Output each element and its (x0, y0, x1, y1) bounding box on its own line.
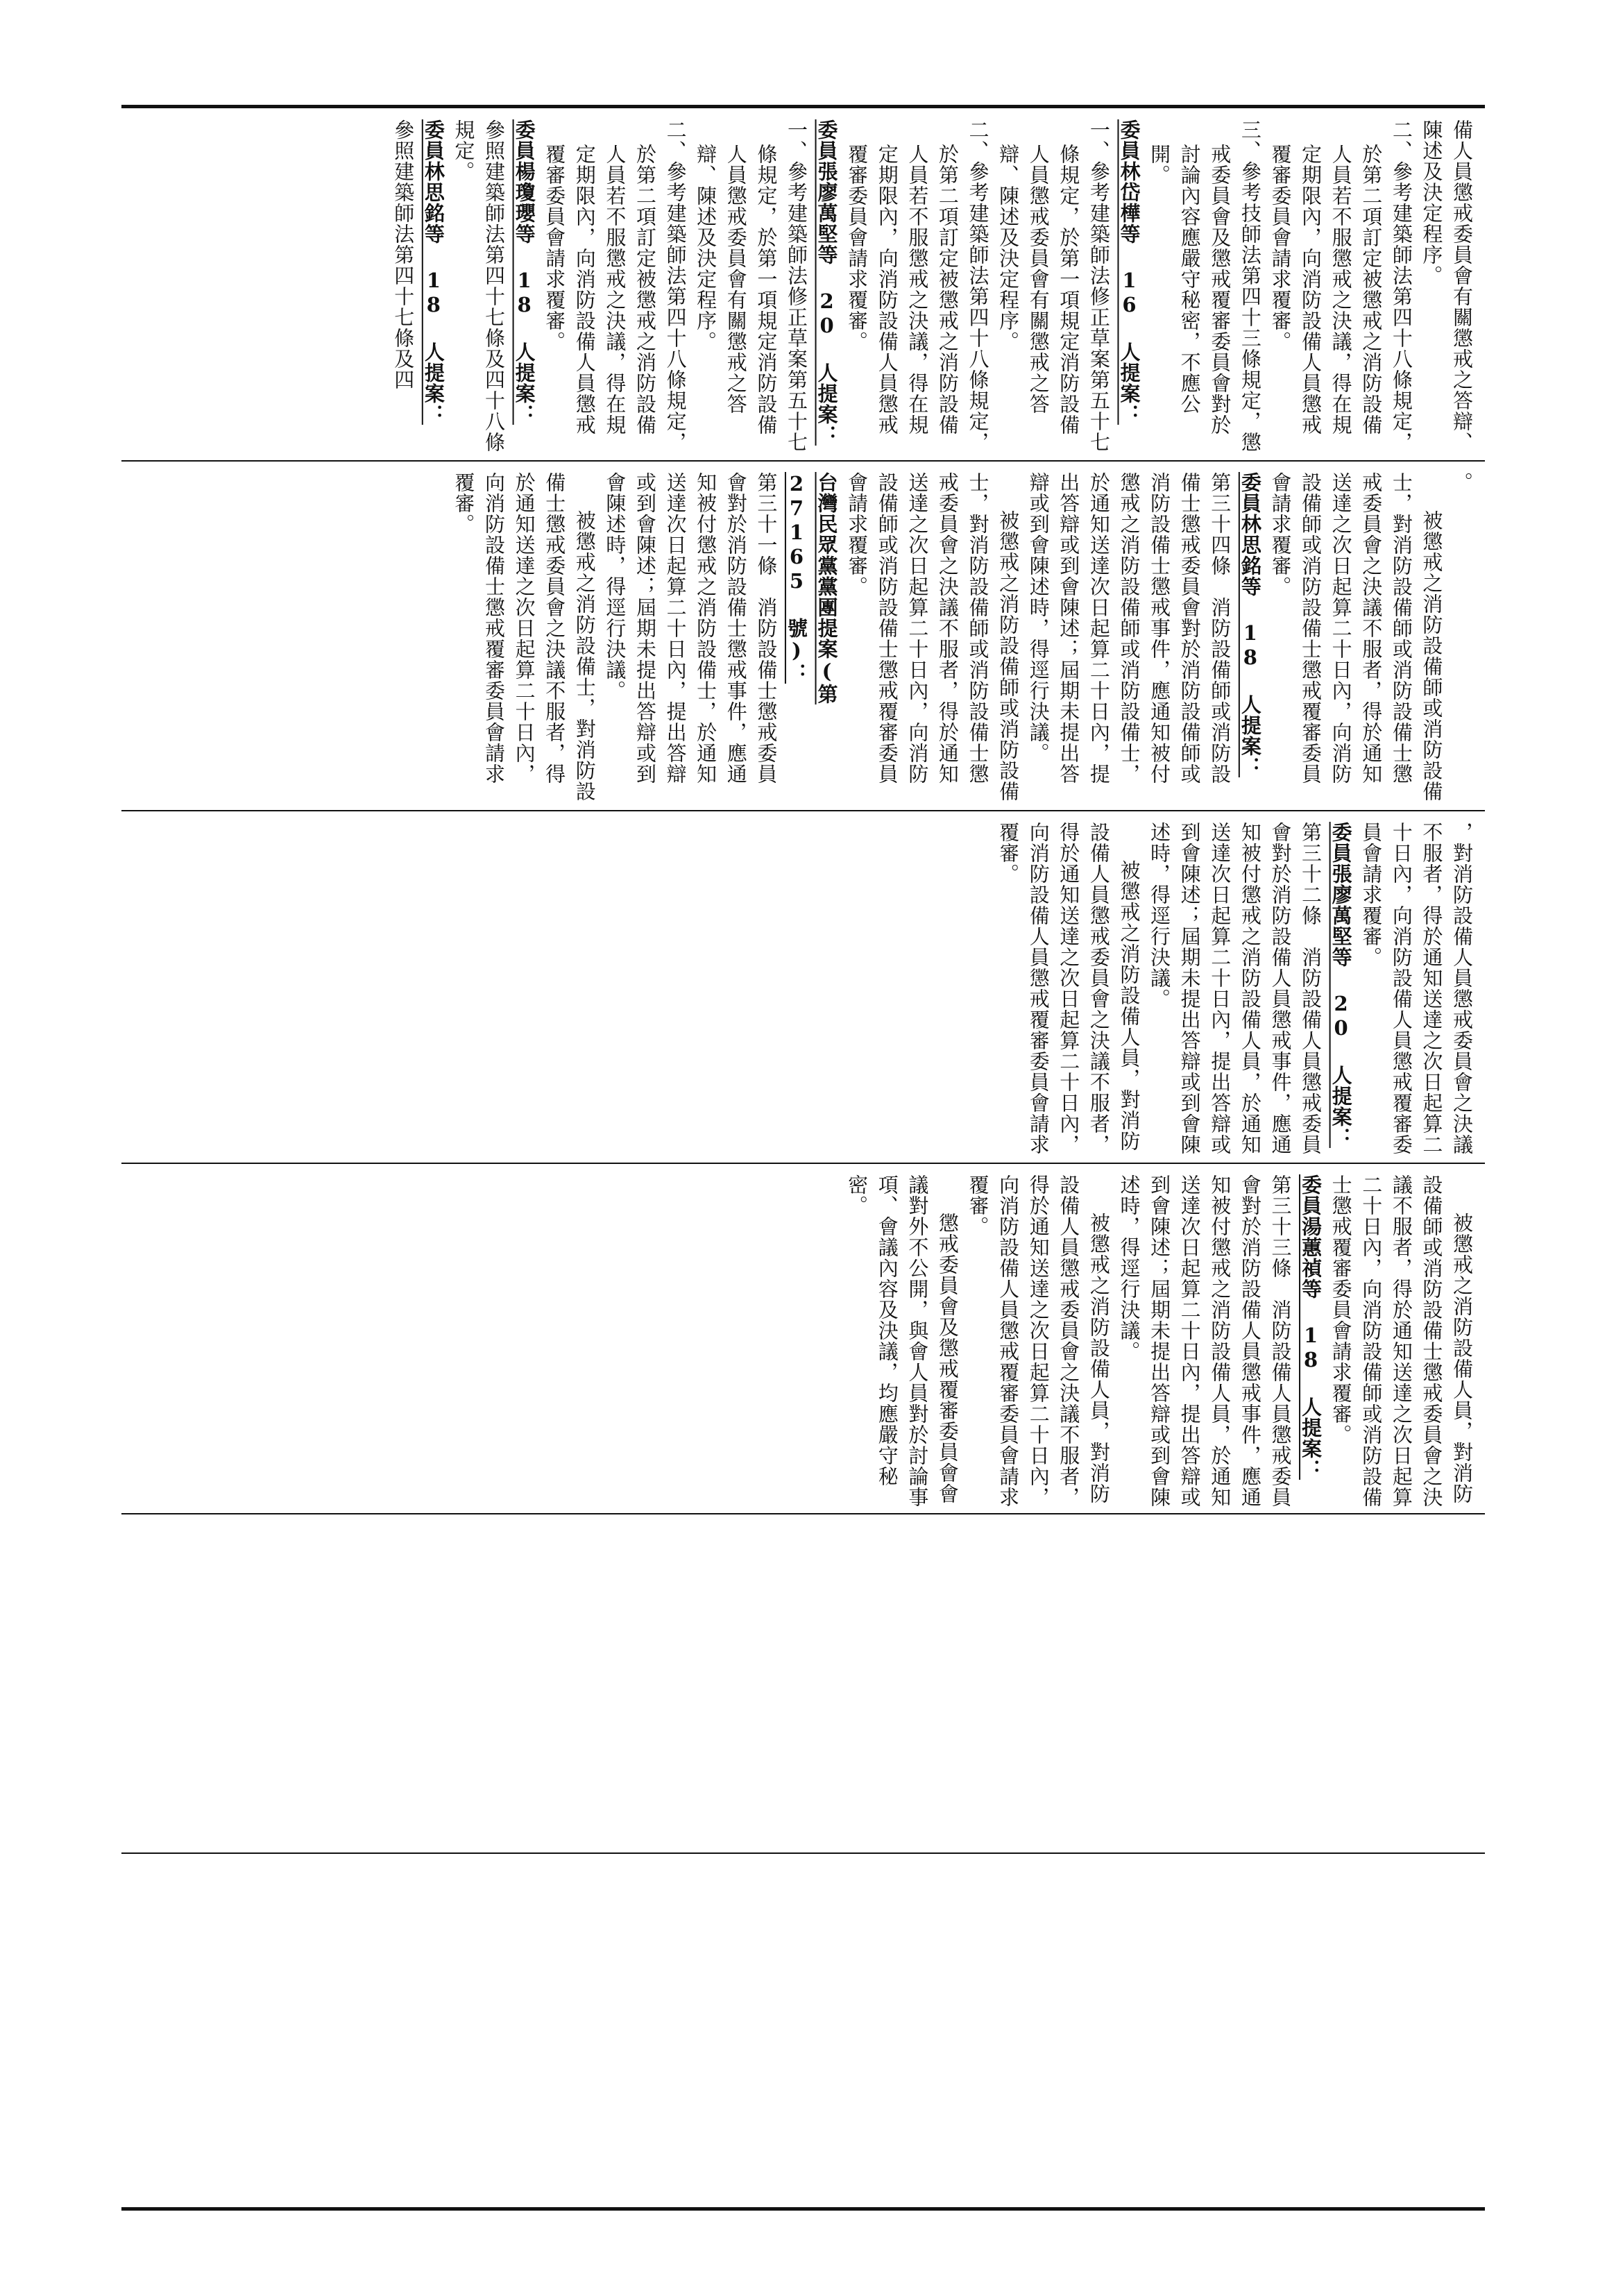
proposer-heading-zhang-liao-wan-jian: 委員張廖萬堅等 20 人提案： (815, 119, 839, 446)
article-paragraph: 被懲戒之消防設備師或消防設備士，對消防設備師或消防設備士懲戒委員會之決議不服者，得於通知送達之次日起算二十日內，向消防設備師或消防設備士懲戒覆審委員會請求覆審。 (845, 472, 1021, 802)
explanation-item: 一、參考建築師法修正草案第五十七條規定，於第一項規定消防設備人員懲戒委員會有關懲戒之答辯、陳述及決定程序。 (694, 119, 808, 453)
divider-rule-1 (121, 460, 1485, 462)
proposal-column-3 (993, 822, 1477, 1156)
proposal-column-2 (448, 472, 1477, 804)
proposer-heading-lin-si-ming: 委員林思銘等 18 人提案： (1238, 472, 1262, 777)
continued-text: 。 (1450, 472, 1474, 493)
article-paragraph: 被懲戒之消防設備人員，對消防設備人員懲戒委員會之決議不服者，得於通知送達之次日起算二十日內，向消防設備人員懲戒覆審委員會請求覆審。 (996, 822, 1141, 1155)
proposer-heading-lin-dai-hua: 委員林岱樺等 16 人提案： (1117, 119, 1141, 425)
article-paragraph: 被懲戒之消防設備人員，對消防設備師或消防設備士懲戒委員會之決議不服者，得於通知送達之次日起算二十日內，向消防設備師或消防設備士懲戒覆審委員會請求覆審。 (1329, 1174, 1474, 1508)
proposer-heading-yang-qiong-ying: 委員楊瓊瓔等 18 人提案： (512, 119, 536, 425)
article-paragraph: 被懲戒之消防設備士，對消防設備士懲戒委員會之決議不服者，得於通知送達之次日起算二十日內，向消防設備士懲戒覆審委員會請求覆審。 (452, 472, 597, 802)
explanation-item-3: 三、參考技師法第四十三條規定，懲戒委員會及懲戒覆審委員會對於討論內容應嚴守秘密，不應公開。 (1148, 119, 1262, 453)
article-34: 第三十四條 消防設備師或消防設備士懲戒委員會對於消防設備師或消防設備士懲戒事件，應通知被付懲戒之消防設備師或消防設備士，於通知送達次日起算二十日內，提出答辯或到會陳述；屆期未提出答辯或到會陳述時，得逕行決議。 (1026, 472, 1232, 784)
article-32: 第三十二條 消防設備人員懲戒委員會對於消防設備人員懲戒事件，應通知被付懲戒之消防設備人員，於通知送達次日起算二十日內，提出答辯或到會陳述；屆期未提出答辯或到會陳述時，得逕行決議。 (1148, 822, 1323, 1155)
explanation-item: 二、參考建築師法第四十八條規定，於第二項訂定被懲戒之消防設備人員若不服懲戒之決議，得在規定期限內，向消防設備人員懲戒覆審委員會請求覆審。 (845, 119, 990, 453)
article-31: 第三十一條 消防設備士懲戒委員會對於消防設備士懲戒事件，應通知被付懲戒之消防設備士，於通知送達次日起算二十日內，提出答辯或到會陳述；屆期未提出答辯或到會陳述時，得逕行決議。 (603, 472, 779, 784)
explanation-item-2: 二、參考建築師法第四十八條規定，於第二項訂定被懲戒之消防設備人員若不服懲戒之決議，得在規定期限內，向消防設備人員懲戒覆審委員會請求覆審。 (1268, 119, 1413, 453)
continued-text: ，對消防設備人員懲戒委員會之決議不服者，得於通知送達之次日起算二十日內，向消防設備人員懲戒覆審委員會請求覆審。 (1359, 822, 1474, 1155)
explanation-band (121, 110, 1485, 459)
proposal-column-4 (842, 1174, 1477, 1516)
proposer-heading-zhang-liao-wan-jian: 委員張廖萬堅等 20 人提案： (1329, 822, 1353, 1148)
proposer-heading-tpp-caucus: 台灣民眾黨黨團提案(第 27165 號)： (784, 472, 839, 704)
proposal-band-4 (121, 1165, 1485, 1521)
proposer-heading-tang-hui-zhen: 委員湯蕙禎等 18 人提案： (1299, 1174, 1323, 1480)
proposal-band-3 (121, 812, 1485, 1162)
divider-rule-2 (121, 810, 1485, 811)
divider-rule-3 (121, 1163, 1485, 1164)
continued-text: 備人員懲戒委員會有關懲戒之答辯、陳述及決定程序。 (1420, 119, 1474, 453)
article-paragraph: 被懲戒之消防設備人員，對消防設備人員懲戒委員會之決議不服者，得於通知送達之次日起算二十日內，向消防設備人員懲戒覆審委員會請求覆審。 (966, 1174, 1111, 1508)
article-33: 第三十三條 消防設備人員懲戒委員會對於消防設備人員懲戒事件，應通知被付懲戒之消防設備人員，於通知送達次日起算二十日內，提出答辯或到會陳述；屆期未提出答辯或到會陳述時，得逕行決議。 (1117, 1174, 1293, 1508)
bottom-rule (121, 2207, 1485, 2211)
explanation-text: 參照建築師法第四十七條及四十八條規定。 (452, 119, 506, 453)
explanation-column (388, 119, 1477, 454)
article-paragraph: 被懲戒之消防設備師或消防設備士，對消防設備師或消防設備士懲戒委員會之決議不服者，得於通知送達之次日起算二十日內，向消防設備師或消防設備士懲戒覆審委員會請求覆審。 (1268, 472, 1444, 802)
explanation-item: 一、參考建築師法修正草案第五十七條規定，於第一項規定消防設備人員懲戒委員會有關懲戒之答辯、陳述及決定程序。 (996, 119, 1111, 453)
explanation-text: 參照建築師法第四十七條及四 (391, 119, 416, 390)
top-rule (121, 105, 1485, 108)
article-paragraph: 懲戒委員會及懲戒覆審委員會會議對外不公開，與會人員對於討論事項、會議內容及決議，均應嚴守秘密。 (845, 1174, 960, 1508)
explanation-item: 二、參考建築師法第四十八條規定，於第二項訂定被懲戒之消防設備人員若不服懲戒之決議，得在規定期限內，向消防設備人員懲戒覆審委員會請求覆審。 (543, 119, 688, 453)
proposal-band-2 (121, 462, 1485, 809)
proposer-heading-lin-si-ming: 委員林思銘等 18 人提案： (421, 119, 445, 425)
divider-rule-5 (121, 1852, 1485, 1854)
